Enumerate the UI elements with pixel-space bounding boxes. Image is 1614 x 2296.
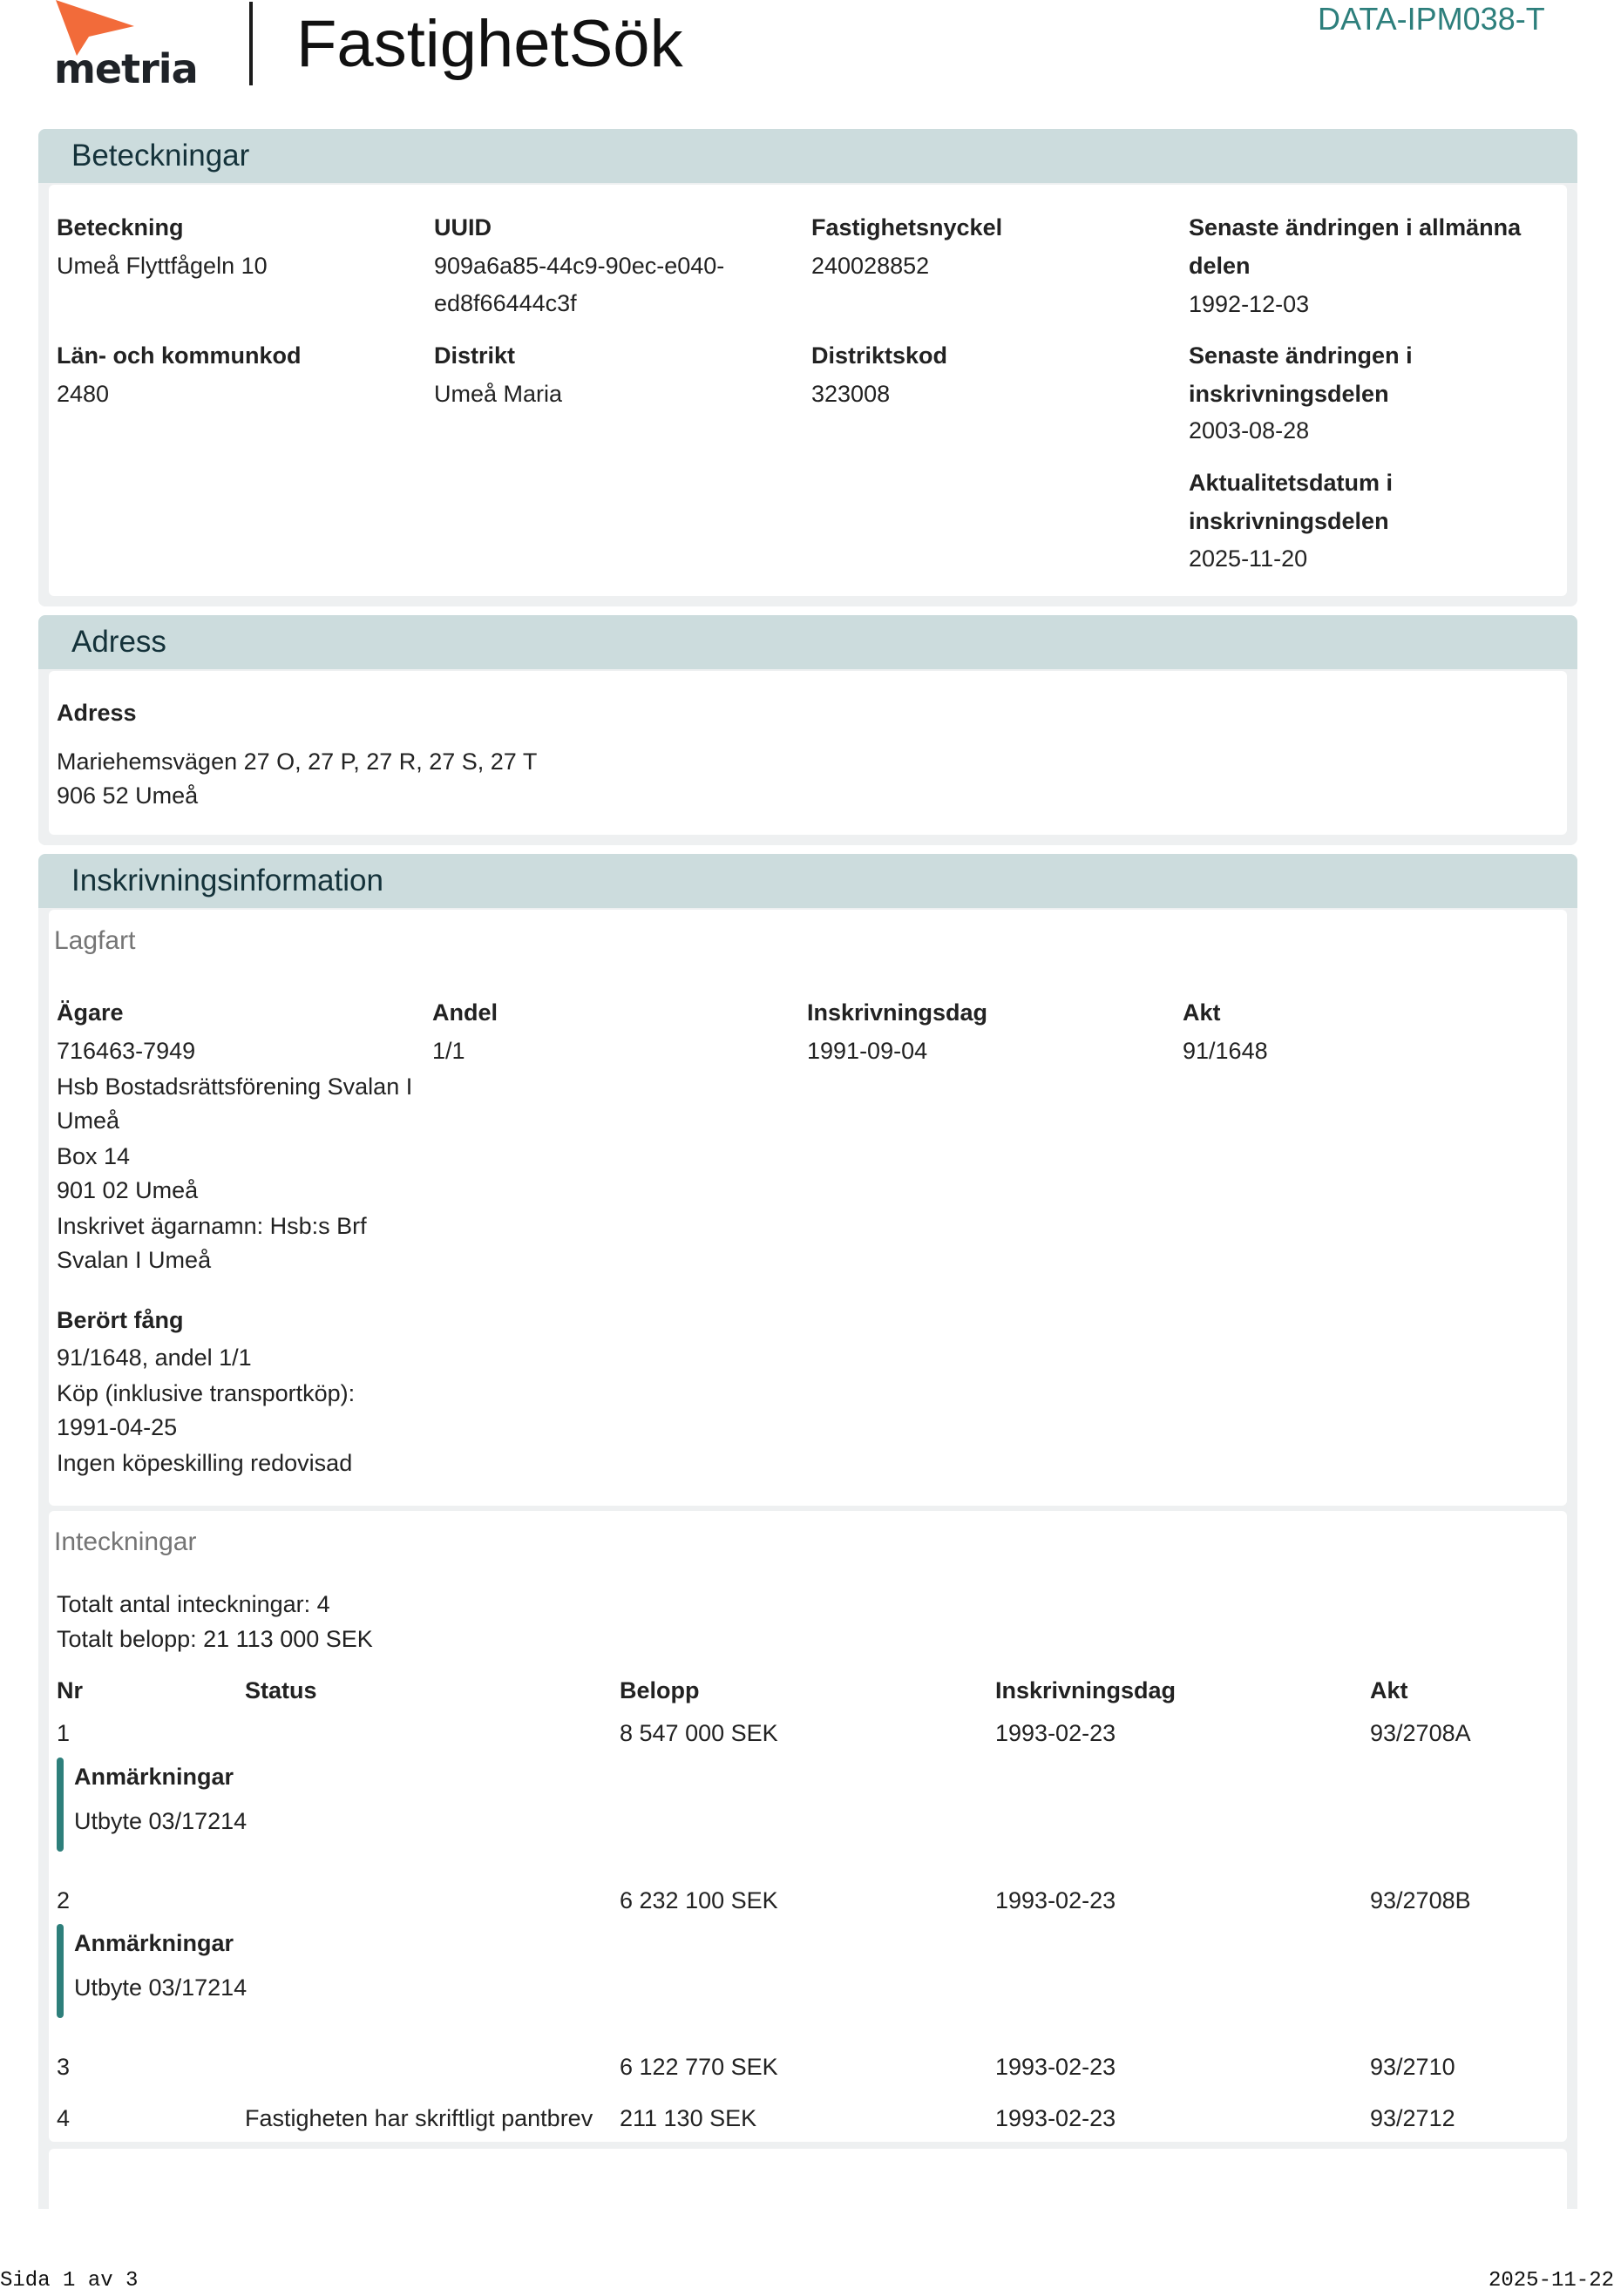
section-title: Inskrivningsinformation (71, 864, 383, 897)
section-inskrivningsinformation (38, 854, 1577, 2209)
senaste-inskrivning-value: 2003-08-28 (1189, 417, 1310, 444)
uuid-value-line1: 909a6a85-44c9-90ec-e040- (434, 253, 725, 279)
akt-value: 91/1648 (1183, 1038, 1268, 1064)
row-inskrivningsdag: 1993-02-23 (995, 1720, 1116, 1746)
inteckningar-panel (49, 1511, 1567, 2142)
andel-value: 1/1 (432, 1038, 465, 1064)
section-title: Beteckningar (71, 139, 250, 173)
row-belopp: 6 122 770 SEK (620, 2054, 778, 2080)
annotation-block (57, 1758, 580, 1852)
beteckningar-panel (49, 185, 1567, 596)
adress-panel (49, 671, 1567, 835)
berort-fang-line: Ingen köpeskilling redovisad (57, 1450, 353, 1476)
akt-label: Akt (1183, 999, 1221, 1026)
adress-label: Adress (57, 700, 137, 726)
distriktskod-label: Distriktskod (811, 342, 948, 369)
owner-line: 716463-7949 (57, 1038, 196, 1064)
col-inskrivningsdag-header: Inskrivningsdag (995, 1677, 1177, 1703)
annotation-accent-bar (57, 1924, 64, 2018)
senaste-allmanna-label-line1: Senaste ändringen i allmänna (1189, 214, 1522, 240)
lagfart-title: Lagfart (54, 926, 136, 955)
aktualitetsdatum-label-line1: Aktualitetsdatum i (1189, 470, 1394, 496)
inskrivningsdag-label: Inskrivningsdag (807, 999, 988, 1026)
adress-line2: 906 52 Umeå (57, 782, 199, 809)
header-divider (249, 2, 253, 85)
col-akt-header: Akt (1370, 1677, 1408, 1703)
uuid-value-line2: ed8f66444c3f (434, 290, 577, 316)
distrikt-label: Distrikt (434, 342, 516, 369)
row-nr: 2 (57, 1887, 71, 1913)
senaste-allmanna-label-line2: delen (1189, 253, 1251, 279)
senaste-inskrivning-label-line2: inskrivningsdelen (1189, 381, 1389, 407)
row-akt: 93/2712 (1370, 2105, 1455, 2131)
metria-logo (52, 0, 198, 92)
uuid-label: UUID (434, 214, 492, 240)
annotation-block (57, 1924, 580, 2018)
annotation-text: Utbyte 03/17214 (74, 1974, 248, 2001)
row-akt: 93/2708A (1370, 1720, 1471, 1746)
distriktskod-value: 323008 (811, 381, 891, 407)
adress-line1: Mariehemsvägen 27 O, 27 P, 27 R, 27 S, 27 T (57, 748, 538, 775)
annotation-label: Anmärkningar (74, 1764, 234, 1790)
lan-kommunkod-value: 2480 (57, 381, 110, 407)
andel-label: Andel (432, 999, 498, 1026)
aktualitetsdatum-value: 2025-11-20 (1189, 545, 1308, 572)
owner-line: 901 02 Umeå (57, 1177, 199, 1203)
senaste-inskrivning-label-line1: Senaste ändringen i (1189, 342, 1413, 369)
senaste-allmanna-value: 1992-12-03 (1189, 291, 1310, 317)
section-title: Adress (71, 625, 166, 659)
berort-fang-line: Köp (inklusive transportköp): (57, 1380, 356, 1406)
section-header (38, 854, 1577, 908)
owner-line: Box 14 (57, 1143, 131, 1169)
aktualitetsdatum-label-line2: inskrivningsdelen (1189, 508, 1389, 534)
next-panel (49, 2149, 1567, 2209)
agare-label: Ägare (57, 999, 124, 1026)
section-header (38, 615, 1577, 669)
col-status-header: Status (245, 1677, 317, 1703)
row-akt: 93/2710 (1370, 2054, 1455, 2080)
row-belopp: 211 130 SEK (620, 2105, 757, 2131)
owner-line: Umeå (57, 1107, 120, 1134)
annotation-text: Utbyte 03/17214 (74, 1808, 248, 1834)
print-date: 2025-11-22 (1488, 2269, 1614, 2293)
col-belopp-header: Belopp (620, 1677, 700, 1703)
total-count: Totalt antal inteckningar: 4 (57, 1591, 330, 1617)
beteckning-label: Beteckning (57, 214, 184, 240)
row-inskrivningsdag: 1993-02-23 (995, 2105, 1116, 2131)
lan-kommunkod-label: Län- och kommunkod (57, 342, 302, 369)
row-akt: 93/2708B (1370, 1887, 1471, 1913)
total-amount: Totalt belopp: 21 113 000 SEK (57, 1626, 373, 1652)
row-belopp: 6 232 100 SEK (620, 1887, 778, 1913)
section-adress (38, 615, 1577, 845)
app-title: FastighetSök (296, 7, 683, 81)
owner-line: Hsb Bostadsrättsförening Svalan I (57, 1073, 413, 1100)
lagfart-panel (49, 910, 1567, 1506)
owner-line: Svalan I Umeå (57, 1247, 212, 1273)
logo-text: metria (54, 45, 198, 92)
row-nr: 3 (57, 2054, 71, 2080)
distrikt-value: Umeå Maria (434, 381, 563, 407)
section-beteckningar (38, 129, 1577, 606)
col-nr-header: Nr (57, 1677, 84, 1703)
owner-line: Inskrivet ägarnamn: Hsb:s Brf (57, 1213, 367, 1239)
berort-fang-line: 1991-04-25 (57, 1414, 178, 1440)
row-status: Fastigheten har skriftligt pantbrev (245, 2105, 593, 2131)
section-header (38, 129, 1577, 183)
row-inskrivningsdag: 1993-02-23 (995, 1887, 1116, 1913)
annotation-label: Anmärkningar (74, 1930, 234, 1956)
annotation-accent-bar (57, 1758, 64, 1852)
row-nr: 4 (57, 2105, 71, 2131)
inskrivningsdag-value: 1991-09-04 (807, 1038, 928, 1064)
fastighetsnyckel-value: 240028852 (811, 253, 930, 279)
berort-fang-line: 91/1648, andel 1/1 (57, 1344, 252, 1371)
row-inskrivningsdag: 1993-02-23 (995, 2054, 1116, 2080)
page-number: Sida 1 av 3 (0, 2269, 139, 2293)
fastighetsnyckel-label: Fastighetsnyckel (811, 214, 1003, 240)
berort-fang-label: Berört fång (57, 1307, 184, 1333)
beteckning-value: Umeå Flyttfågeln 10 (57, 253, 268, 279)
inteckningar-title: Inteckningar (54, 1527, 197, 1556)
document-code: DATA-IPM038-T (1318, 1, 1545, 37)
row-nr: 1 (57, 1720, 71, 1746)
row-belopp: 8 547 000 SEK (620, 1720, 778, 1746)
